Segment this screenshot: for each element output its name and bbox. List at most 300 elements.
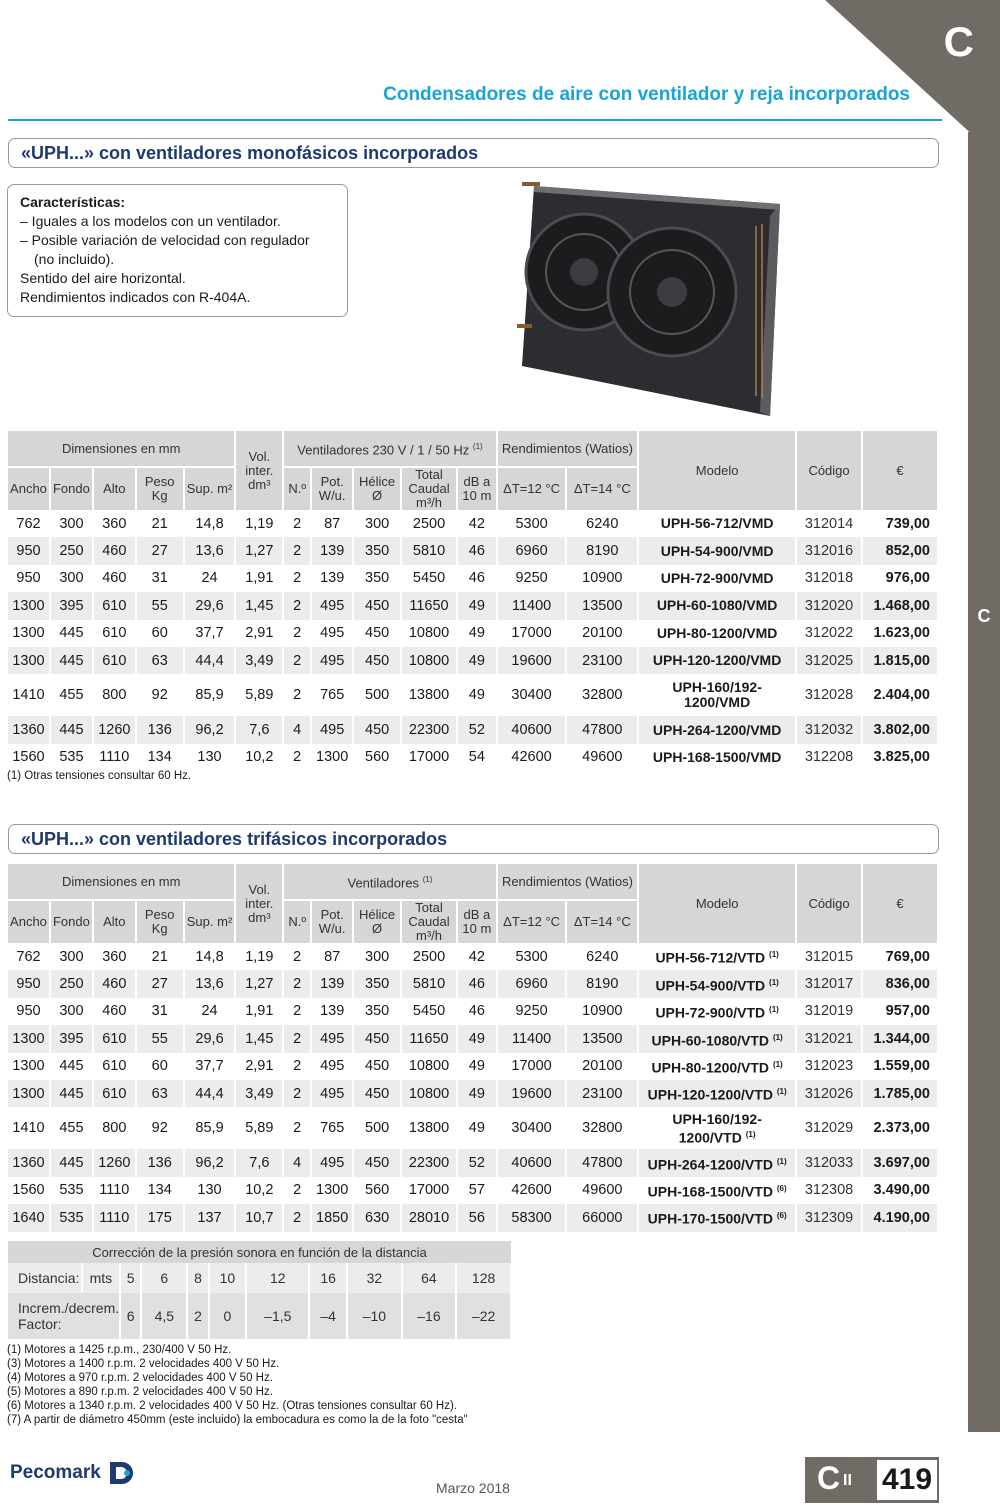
table-cell: 13,6 <box>184 537 236 564</box>
notes <box>7 1343 468 1427</box>
table-cell: 450 <box>353 647 401 674</box>
table-cell: 10800 <box>401 1053 457 1080</box>
col-header: Fondo <box>50 900 93 943</box>
table-cell: 495 <box>311 620 353 647</box>
h-model: Modelo <box>638 864 796 943</box>
code-cell: 312028 <box>796 674 862 716</box>
logo-text: Pecomark <box>10 1462 101 1484</box>
price-cell: 1.623,00 <box>862 620 938 647</box>
table-cell: 250 <box>50 970 93 997</box>
table-cell: 2500 <box>401 943 457 970</box>
title-rule <box>8 119 942 121</box>
table-cell: 10800 <box>401 620 457 647</box>
table-cell: 460 <box>93 998 136 1025</box>
model-note: (1) <box>776 1087 787 1097</box>
table-cell: 17000 <box>497 1053 567 1080</box>
table-cell: 495 <box>311 1025 353 1052</box>
note: (1) Motores a 1425 r.p.m., 230/400 V 50 Hz. <box>7 1344 232 1356</box>
price-cell: 836,00 <box>862 970 938 997</box>
table-cell: 610 <box>93 592 136 619</box>
table-cell: 32800 <box>566 1107 638 1149</box>
table-cell: 175 <box>136 1204 184 1231</box>
table-cell: 37,7 <box>184 620 236 647</box>
feature-line: – Iguales a los modelos con un ventilador. <box>20 213 281 229</box>
table-cell: 1640 <box>8 1204 50 1231</box>
table-cell: 6240 <box>566 943 638 970</box>
table-cell: 44,4 <box>184 1080 236 1107</box>
table-cell: 500 <box>353 1107 401 1149</box>
price-cell: 769,00 <box>862 943 938 970</box>
table-cell: 2 <box>283 565 311 592</box>
col-header: Peso Kg <box>136 467 184 510</box>
price-cell: 3.697,00 <box>862 1149 938 1176</box>
table-cell: 450 <box>353 620 401 647</box>
table-cell: 4 <box>283 716 311 743</box>
table-cell: 42600 <box>497 744 567 771</box>
table-cell: 950 <box>8 537 50 564</box>
factor-value: –22 <box>456 1293 511 1339</box>
table-cell: 1,45 <box>235 1025 283 1052</box>
table-cell: 1560 <box>8 744 50 771</box>
factor-label: Increm./decrem. Factor: <box>8 1293 120 1339</box>
table-cell: 2,91 <box>235 620 283 647</box>
table-cell: 250 <box>50 537 93 564</box>
price-cell: 1.815,00 <box>862 647 938 674</box>
table-trifasicos <box>8 864 939 1232</box>
table-cell: 29,6 <box>184 592 236 619</box>
table-row <box>8 1177 938 1204</box>
page-number: 419 <box>877 1460 937 1500</box>
table-cell: 17000 <box>401 744 457 771</box>
table-cell: 46 <box>457 537 497 564</box>
table-cell: 610 <box>93 647 136 674</box>
model-note: (1) <box>769 1005 779 1015</box>
code-cell: 312022 <box>796 620 862 647</box>
h-price: € <box>862 431 938 510</box>
table-cell: 445 <box>50 716 93 743</box>
table-row <box>8 1025 938 1052</box>
table-cell: 2 <box>283 537 311 564</box>
table-cell: 13800 <box>401 1107 457 1149</box>
model-cell <box>638 1177 796 1204</box>
side-bar <box>968 132 1000 1432</box>
table-cell: 1300 <box>8 1025 50 1052</box>
code-cell: 312029 <box>796 1107 862 1149</box>
table-cell: 445 <box>50 1053 93 1080</box>
table-cell: 5810 <box>401 537 457 564</box>
model-name: UPH-120-1200/VTD <box>647 1086 773 1103</box>
table-cell: 300 <box>50 510 93 537</box>
distance-value: 64 <box>402 1263 457 1293</box>
table-cell: 13500 <box>566 1025 638 1052</box>
table-cell: 1,19 <box>235 510 283 537</box>
note: (6) Motores a 1340 r.p.m. 2 velocidades 400 V 50 Hz. (Otras tensiones consultar 60 Hz). <box>7 1400 457 1412</box>
table-cell: 1360 <box>8 716 50 743</box>
table-cell: 500 <box>353 674 401 716</box>
correction-title: Corrección de la presión sonora en función de la distancia <box>8 1241 511 1263</box>
table-cell: 10800 <box>401 647 457 674</box>
table-cell: 395 <box>50 1025 93 1052</box>
table-cell: 2 <box>283 592 311 619</box>
code-cell: 312309 <box>796 1204 862 1231</box>
model-name: UPH-160/192-1200/VTD <box>672 1110 762 1146</box>
logo-icon <box>106 1460 136 1486</box>
table-cell: 8190 <box>566 537 638 564</box>
col-header: Alto <box>93 467 136 510</box>
distance-value: 128 <box>456 1263 511 1293</box>
distance-value: 5 <box>120 1263 141 1293</box>
code-cell: 312015 <box>796 943 862 970</box>
table-row <box>8 537 938 564</box>
price-cell: 957,00 <box>862 998 938 1025</box>
model-cell: UPH-80-1200/VMD <box>638 620 796 647</box>
table-cell: 445 <box>50 1080 93 1107</box>
table-cell: 37,7 <box>184 1053 236 1080</box>
table-cell: 610 <box>93 1025 136 1052</box>
table-cell: 96,2 <box>184 716 236 743</box>
table-row <box>8 592 938 619</box>
table-cell: 1300 <box>8 1053 50 1080</box>
code-cell: 312208 <box>796 744 862 771</box>
table-cell: 5300 <box>497 943 567 970</box>
model-name: UPH-56-712/VTD <box>655 950 766 967</box>
table-cell: 445 <box>50 1149 93 1176</box>
model-name: UPH-72-900/VTD <box>655 1004 766 1021</box>
model-note: (1) <box>769 950 779 960</box>
model-cell <box>638 1204 796 1231</box>
table-cell: 130 <box>184 744 236 771</box>
distance-value: 16 <box>309 1263 347 1293</box>
table-cell: 58300 <box>497 1204 567 1231</box>
model-cell <box>638 998 796 1025</box>
table-cell: 630 <box>353 1204 401 1231</box>
footer-section: C <box>817 1460 841 1496</box>
model-name: UPH-170-1500/VTD <box>647 1211 773 1228</box>
table-cell: 13,6 <box>184 970 236 997</box>
table-cell: 4 <box>283 1149 311 1176</box>
code-cell: 312025 <box>796 647 862 674</box>
h-code: Código <box>796 431 862 510</box>
table-cell: 350 <box>353 537 401 564</box>
price-cell: 1.785,00 <box>862 1080 938 1107</box>
model-note: (1) <box>772 1059 783 1069</box>
table-cell: 1,45 <box>235 592 283 619</box>
table-cell: 5300 <box>497 510 567 537</box>
table-cell: 44,4 <box>184 647 236 674</box>
h-vol: inter. <box>245 462 274 478</box>
col-header: ΔT=14 °C <box>566 900 638 943</box>
price-cell: 3.490,00 <box>862 1177 938 1204</box>
table-cell: 10,2 <box>235 1177 283 1204</box>
table-cell: 54 <box>457 744 497 771</box>
page-number-box <box>805 1457 939 1503</box>
table-cell: 455 <box>50 674 93 716</box>
table-cell: 6960 <box>497 537 567 564</box>
table-cell: 450 <box>353 1025 401 1052</box>
table-cell: 5,89 <box>235 674 283 716</box>
h-model: Modelo <box>638 431 796 510</box>
table-cell: 10,7 <box>235 1204 283 1231</box>
table-row <box>8 943 938 970</box>
note: (3) Motores a 1400 r.p.m. 2 velocidades 400 V 50 Hz. <box>7 1358 280 1370</box>
table-cell: 2 <box>283 647 311 674</box>
table-cell: 1,91 <box>235 998 283 1025</box>
h-price: € <box>862 864 938 943</box>
table-cell: 610 <box>93 1053 136 1080</box>
table-cell: 49 <box>457 1053 497 1080</box>
table-cell: 950 <box>8 565 50 592</box>
table-cell: 9250 <box>497 565 567 592</box>
table-cell: 350 <box>353 998 401 1025</box>
col-header: Ancho <box>8 467 50 510</box>
distance-label: Distancia: <box>8 1263 82 1293</box>
table-cell: 52 <box>457 1149 497 1176</box>
table-cell: 49 <box>457 674 497 716</box>
table-cell: 30400 <box>497 1107 567 1149</box>
table-cell: 495 <box>311 716 353 743</box>
model-cell: UPH-168-1500/VMD <box>638 744 796 771</box>
col-header: Ancho <box>8 900 50 943</box>
features-heading: Características: <box>20 194 126 210</box>
h-rend: Rendimientos (Watios) <box>497 431 638 467</box>
price-cell: 3.825,00 <box>862 744 938 771</box>
model-cell <box>638 1053 796 1080</box>
price-cell: 4.190,00 <box>862 1204 938 1231</box>
model-cell <box>638 1080 796 1107</box>
factor-value: 6 <box>120 1293 141 1339</box>
price-cell: 976,00 <box>862 565 938 592</box>
table-row <box>8 647 938 674</box>
table-cell: 32800 <box>566 674 638 716</box>
h-fans-note: (1) <box>472 441 483 451</box>
table-cell: 1410 <box>8 674 50 716</box>
code-cell: 312033 <box>796 1149 862 1176</box>
table-cell: 49 <box>457 1107 497 1149</box>
table-cell: 23100 <box>566 1080 638 1107</box>
table-cell: 1,91 <box>235 565 283 592</box>
table-cell: 27 <box>136 970 184 997</box>
features-box <box>7 184 348 317</box>
table-cell: 10800 <box>401 1080 457 1107</box>
price-cell: 3.802,00 <box>862 716 938 743</box>
table-cell: 360 <box>93 943 136 970</box>
model-name: UPH-60-1080/VTD <box>651 1032 770 1049</box>
table-cell: 24 <box>184 998 236 1025</box>
table-cell: 136 <box>136 716 184 743</box>
table-cell: 40600 <box>497 1149 567 1176</box>
table-cell: 2 <box>283 970 311 997</box>
table-cell: 40600 <box>497 716 567 743</box>
price-cell: 852,00 <box>862 537 938 564</box>
model-cell <box>638 970 796 997</box>
table-cell: 1360 <box>8 1149 50 1176</box>
table-cell: 14,8 <box>184 510 236 537</box>
table-cell: 17000 <box>497 620 567 647</box>
footer-date: Marzo 2018 <box>436 1480 510 1496</box>
note: (4) Motores a 970 r.p.m. 2 velocidades 400 V 50 Hz. <box>7 1372 273 1384</box>
model-note: (6) <box>776 1211 787 1221</box>
table-cell: 765 <box>311 674 353 716</box>
section2-title: «UPH...» con ventiladores trifásicos incorporados <box>8 824 939 854</box>
table-cell: 460 <box>93 537 136 564</box>
factor-value: 4,5 <box>141 1293 187 1339</box>
model-cell <box>638 1107 796 1149</box>
table-cell: 17000 <box>401 1177 457 1204</box>
table-cell: 134 <box>136 744 184 771</box>
table-cell: 800 <box>93 674 136 716</box>
table-cell: 2 <box>283 998 311 1025</box>
distance-value: 8 <box>187 1263 208 1293</box>
table-cell: 1300 <box>8 620 50 647</box>
table-row <box>8 565 938 592</box>
table-cell: 460 <box>93 970 136 997</box>
code-cell: 312016 <box>796 537 862 564</box>
code-cell: 312018 <box>796 565 862 592</box>
table-cell: 60 <box>136 1053 184 1080</box>
table-cell: 1300 <box>8 592 50 619</box>
table-cell: 137 <box>184 1204 236 1231</box>
table-cell: 42600 <box>497 1177 567 1204</box>
table-cell: 92 <box>136 674 184 716</box>
model-note: (6) <box>776 1184 787 1194</box>
col-header: dB a 10 m <box>457 467 497 510</box>
model-name: UPH-54-900/VTD <box>655 977 766 994</box>
table-cell: 1110 <box>93 1177 136 1204</box>
table-cell: 495 <box>311 647 353 674</box>
price-cell: 739,00 <box>862 510 938 537</box>
table-cell: 11400 <box>497 1025 567 1052</box>
col-header: dB a 10 m <box>457 900 497 943</box>
col-header: Pot. W/u. <box>311 467 353 510</box>
col-header: ΔT=14 °C <box>566 467 638 510</box>
col-header: Peso Kg <box>136 900 184 943</box>
table-cell: 11650 <box>401 592 457 619</box>
price-cell: 1.559,00 <box>862 1053 938 1080</box>
table-cell: 2 <box>283 674 311 716</box>
table-cell: 49600 <box>566 1177 638 1204</box>
model-name: UPH-168-1500/VTD <box>647 1183 773 1200</box>
h-vol: Vol. <box>248 881 271 897</box>
note: (5) Motores a 890 r.p.m. 2 velocidades 400 V 50 Hz. <box>7 1386 273 1398</box>
correction-table <box>8 1241 512 1339</box>
table-row <box>8 510 938 537</box>
table-cell: 300 <box>50 943 93 970</box>
table-cell: 560 <box>353 1177 401 1204</box>
model-note: (1) <box>772 1032 783 1042</box>
table-cell: 1300 <box>311 744 353 771</box>
table-cell: 610 <box>93 1080 136 1107</box>
table-cell: 139 <box>311 998 353 1025</box>
model-cell: UPH-60-1080/VMD <box>638 592 796 619</box>
table-cell: 800 <box>93 1107 136 1149</box>
distance-value: 32 <box>347 1263 402 1293</box>
table-cell: 46 <box>457 998 497 1025</box>
table-cell: 87 <box>311 943 353 970</box>
h-fans-label: Ventiladores <box>347 875 420 891</box>
factor-value: –16 <box>402 1293 457 1339</box>
table-cell: 19600 <box>497 647 567 674</box>
page-title: Condensadores de aire con ventilador y reja incorporados <box>383 84 910 105</box>
table-row <box>8 744 938 771</box>
table-cell: 1560 <box>8 1177 50 1204</box>
col-header: Sup. m² <box>184 900 236 943</box>
table-row <box>8 998 938 1025</box>
section-letter: C <box>943 18 974 65</box>
factor-value: 2 <box>187 1293 208 1339</box>
brand-logo <box>10 1460 136 1486</box>
model-cell <box>638 1025 796 1052</box>
table-monofasicos <box>8 431 939 771</box>
table-cell: 1260 <box>93 1149 136 1176</box>
table-cell: 31 <box>136 565 184 592</box>
model-cell: UPH-54-900/VMD <box>638 537 796 564</box>
table-cell: 87 <box>311 510 353 537</box>
table-cell: 52 <box>457 716 497 743</box>
table-row <box>8 1080 938 1107</box>
table-cell: 460 <box>93 565 136 592</box>
col-header: N.º <box>283 467 311 510</box>
table-row <box>8 620 938 647</box>
h-fans <box>283 431 496 467</box>
table-cell: 23100 <box>566 647 638 674</box>
factor-value: 0 <box>209 1293 247 1339</box>
table-cell: 14,8 <box>184 943 236 970</box>
table-cell: 57 <box>457 1177 497 1204</box>
factor-value: –4 <box>309 1293 347 1339</box>
table-cell: 30400 <box>497 674 567 716</box>
table-row <box>8 1204 938 1231</box>
table-cell: 2 <box>283 1025 311 1052</box>
table-row <box>8 716 938 743</box>
h-dimensions: Dimensiones en mm <box>8 864 235 900</box>
table-cell: 495 <box>311 592 353 619</box>
table-cell: 56 <box>457 1204 497 1231</box>
table1-footnote: (1) Otras tensiones consultar 60 Hz. <box>7 770 192 782</box>
table-cell: 1110 <box>93 1204 136 1231</box>
feature-line: Sentido del aire horizontal. <box>20 270 186 286</box>
price-cell: 2.373,00 <box>862 1107 938 1149</box>
model-name: UPH-264-1200/VTD <box>647 1156 773 1173</box>
price-cell: 2.404,00 <box>862 674 938 716</box>
table-cell: 55 <box>136 1025 184 1052</box>
table-cell: 5450 <box>401 565 457 592</box>
code-cell: 312021 <box>796 1025 862 1052</box>
table-cell: 8190 <box>566 970 638 997</box>
code-cell: 312014 <box>796 510 862 537</box>
distance-unit: mts <box>82 1263 121 1293</box>
table-cell: 535 <box>50 1204 93 1231</box>
table-row <box>8 674 938 716</box>
table-cell: 560 <box>353 744 401 771</box>
table-cell: 139 <box>311 970 353 997</box>
table-cell: 2 <box>283 1177 311 1204</box>
table-cell: 5450 <box>401 998 457 1025</box>
table-cell: 455 <box>50 1107 93 1149</box>
feature-line: – Posible variación de velocidad con regulador <box>20 232 310 248</box>
table-cell: 495 <box>311 1053 353 1080</box>
table-cell: 450 <box>353 1149 401 1176</box>
table-cell: 66000 <box>566 1204 638 1231</box>
table-cell: 300 <box>353 510 401 537</box>
table-cell: 2 <box>283 1080 311 1107</box>
table-cell: 450 <box>353 1053 401 1080</box>
feature-line: (no incluido). <box>34 251 115 267</box>
table-cell: 21 <box>136 943 184 970</box>
h-fans <box>283 864 496 900</box>
table-cell: 22300 <box>401 1149 457 1176</box>
model-cell <box>638 943 796 970</box>
table-cell: 300 <box>50 998 93 1025</box>
